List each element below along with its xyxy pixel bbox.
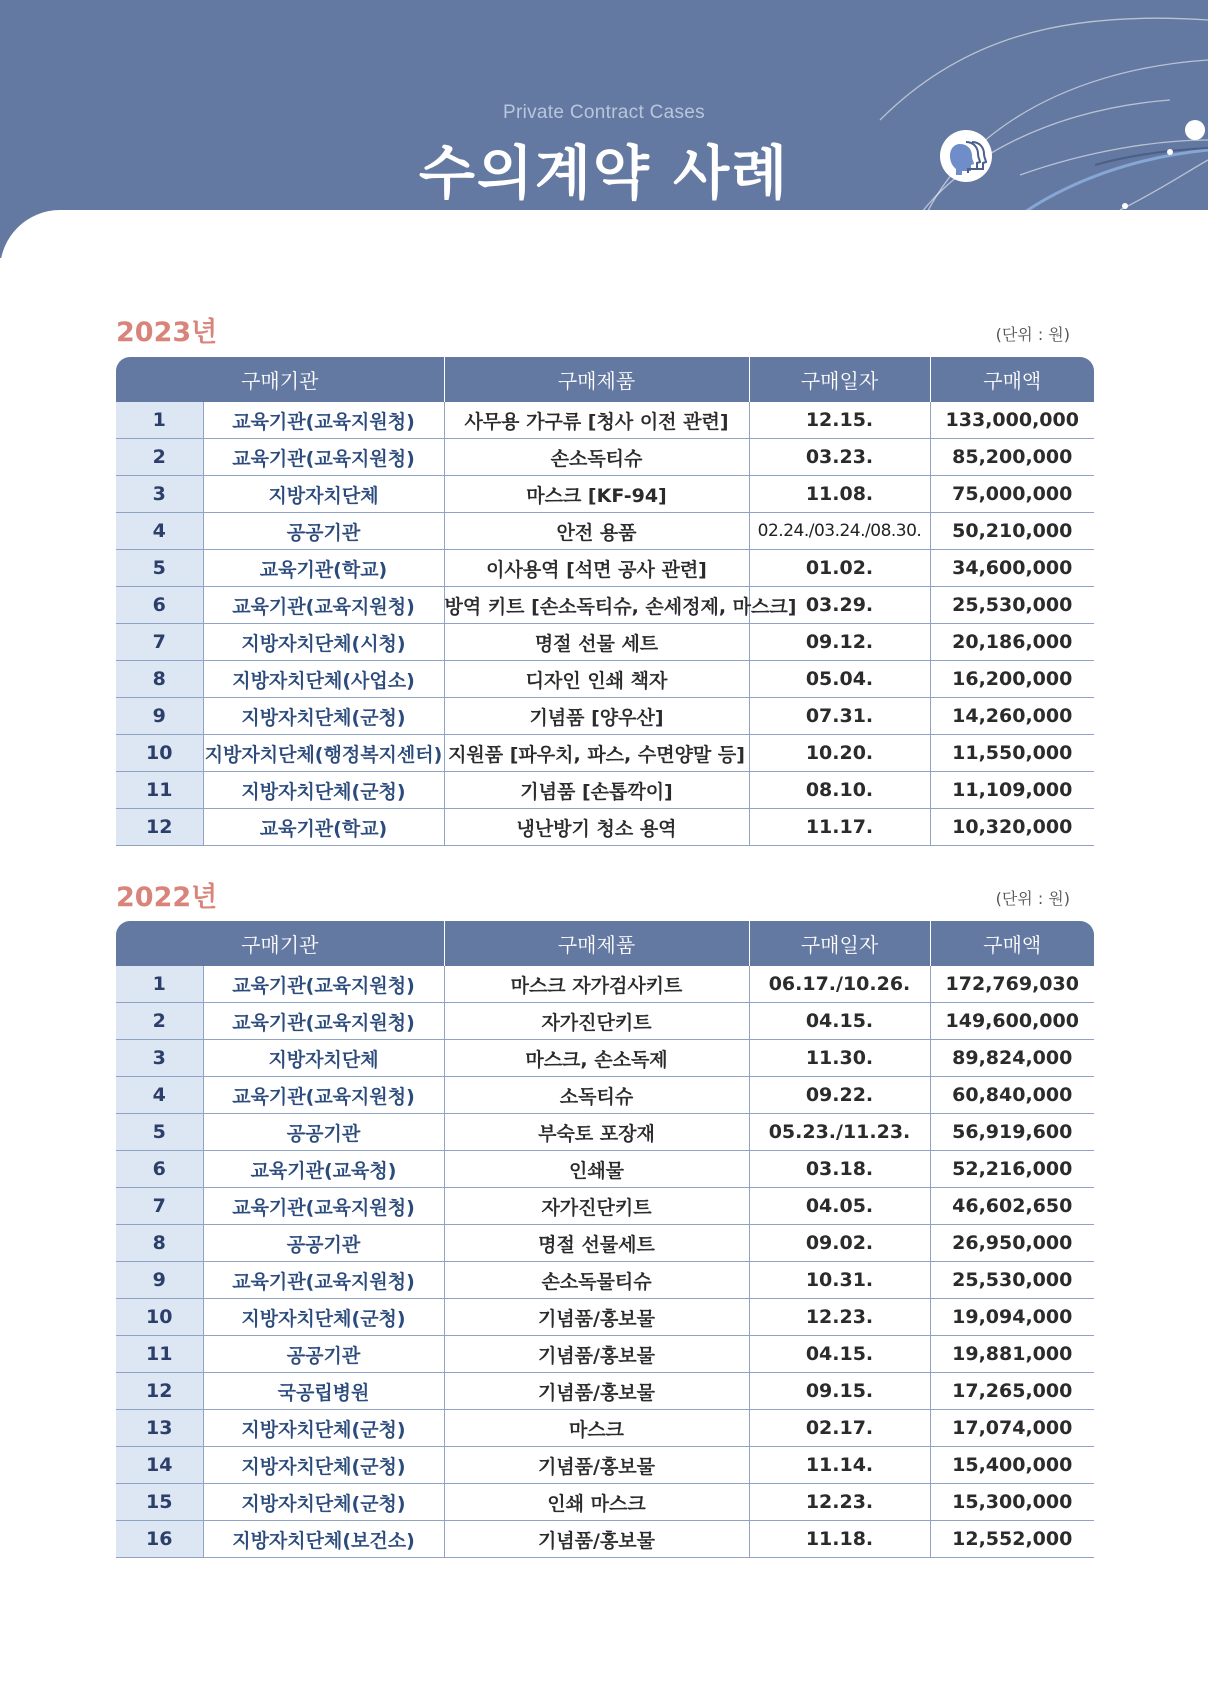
purchased-product-cell: 마스크 자가검사키트: [444, 966, 749, 1003]
row-number-cell: 11: [116, 772, 203, 809]
purchase-amount-cell: 15,400,000: [930, 1447, 1094, 1484]
table-row: [116, 439, 1094, 476]
purchase-date-cell: 07.31.: [749, 698, 930, 735]
column-header-date: 구매일자: [749, 921, 930, 966]
purchased-product-cell: 지원품 [파우치, 파스, 수면양말 등]: [444, 735, 749, 772]
purchase-amount-cell: 133,000,000: [930, 402, 1094, 439]
table-row: [116, 587, 1094, 624]
table-row: [116, 1114, 1094, 1151]
purchase-date-cell: 08.10.: [749, 772, 930, 809]
purchase-date-cell: 12.23.: [749, 1484, 930, 1521]
row-number-cell: 13: [116, 1410, 203, 1447]
purchasing-agency-cell: 교육기관(교육지원청): [203, 587, 444, 624]
purchase-date-cell: 12.23.: [749, 1299, 930, 1336]
purchase-amount-cell: 16,200,000: [930, 661, 1094, 698]
purchase-date-cell: 09.15.: [749, 1373, 930, 1410]
purchased-product-cell: 기념품 [손톱깍이]: [444, 772, 749, 809]
purchase-date-cell: 11.17.: [749, 809, 930, 846]
row-number-cell: 10: [116, 735, 203, 772]
table-header-row: [116, 921, 1094, 966]
purchased-product-cell: 명절 선물세트: [444, 1225, 749, 1262]
row-number-cell: 5: [116, 550, 203, 587]
table-row: [116, 1447, 1094, 1484]
purchase-date-cell: 11.08.: [749, 476, 930, 513]
purchasing-agency-cell: 공공기관: [203, 1336, 444, 1373]
purchase-date-cell: 12.15.: [749, 402, 930, 439]
purchase-date-cell: 11.30.: [749, 1040, 930, 1077]
row-number-cell: 1: [116, 966, 203, 1003]
purchase-date-cell: 01.02.: [749, 550, 930, 587]
table-row: [116, 402, 1094, 439]
table-row: [116, 1521, 1094, 1558]
purchase-date-cell: 11.14.: [749, 1447, 930, 1484]
column-header-org: 구매기관: [116, 921, 444, 966]
contracts-table-2022: [116, 921, 1094, 1558]
table-row: [116, 624, 1094, 661]
purchasing-agency-cell: 지방자치단체: [203, 476, 444, 513]
row-number-cell: 9: [116, 1262, 203, 1299]
purchased-product-cell: 자가진단키트: [444, 1003, 749, 1040]
purchasing-agency-cell: 교육기관(교육지원청): [203, 1003, 444, 1040]
row-number-cell: 8: [116, 661, 203, 698]
purchase-date-cell: 04.15.: [749, 1336, 930, 1373]
purchased-product-cell: 기념품/홍보물: [444, 1299, 749, 1336]
table-row: [116, 1336, 1094, 1373]
table-row: [116, 1077, 1094, 1114]
purchased-product-cell: 냉난방기 청소 용역: [444, 809, 749, 846]
column-header-org: 구매기관: [116, 357, 444, 402]
purchased-product-cell: 자가진단키트: [444, 1188, 749, 1225]
row-number-cell: 5: [116, 1114, 203, 1151]
table-row: [116, 1151, 1094, 1188]
purchased-product-cell: 손소독티슈: [444, 439, 749, 476]
purchase-date-cell: 06.17./10.26.: [749, 966, 930, 1003]
row-number-cell: 1: [116, 402, 203, 439]
purchasing-agency-cell: 공공기관: [203, 1225, 444, 1262]
table-row: [116, 661, 1094, 698]
row-number-cell: 6: [116, 1151, 203, 1188]
purchasing-agency-cell: 지방자치단체(시청): [203, 624, 444, 661]
purchase-date-cell: 11.18.: [749, 1521, 930, 1558]
purchasing-agency-cell: 교육기관(학교): [203, 809, 444, 846]
unit-label-2023: (단위 : 원): [995, 325, 1070, 344]
purchase-amount-cell: 46,602,650: [930, 1188, 1094, 1225]
row-number-cell: 7: [116, 1188, 203, 1225]
row-number-cell: 9: [116, 698, 203, 735]
purchased-product-cell: 기념품/홍보물: [444, 1373, 749, 1410]
purchase-amount-cell: 14,260,000: [930, 698, 1094, 735]
purchase-date-cell: 09.22.: [749, 1077, 930, 1114]
purchase-date-cell: 03.23.: [749, 439, 930, 476]
purchasing-agency-cell: 교육기관(교육지원청): [203, 402, 444, 439]
purchase-date-cell: 04.05.: [749, 1188, 930, 1225]
purchased-product-cell: 기념품 [양우산]: [444, 698, 749, 735]
purchasing-agency-cell: 교육기관(교육청): [203, 1151, 444, 1188]
row-number-cell: 7: [116, 624, 203, 661]
table-row: [116, 1188, 1094, 1225]
purchase-amount-cell: 89,824,000: [930, 1040, 1094, 1077]
row-number-cell: 2: [116, 439, 203, 476]
purchasing-agency-cell: 교육기관(교육지원청): [203, 1262, 444, 1299]
purchasing-agency-cell: 지방자치단체(군청): [203, 1484, 444, 1521]
purchasing-agency-cell: 지방자치단체(군청): [203, 698, 444, 735]
table-header-row: [116, 357, 1094, 402]
purchased-product-cell: 기념품/홍보물: [444, 1521, 749, 1558]
purchasing-agency-cell: 지방자치단체(행정복지센터): [203, 735, 444, 772]
purchase-amount-cell: 19,881,000: [930, 1336, 1094, 1373]
purchasing-agency-cell: 지방자치단체(군청): [203, 772, 444, 809]
table-row: [116, 1484, 1094, 1521]
purchased-product-cell: 이사용역 [석면 공사 관련]: [444, 550, 749, 587]
purchased-product-cell: 인쇄 마스크: [444, 1484, 749, 1521]
purchase-amount-cell: 85,200,000: [930, 439, 1094, 476]
purchasing-agency-cell: 교육기관(교육지원청): [203, 966, 444, 1003]
purchased-product-cell: 방역 키트 [손소독티슈, 손세정제, 마스크]: [444, 587, 749, 624]
table-row: [116, 698, 1094, 735]
contracts-table-2023: [116, 357, 1094, 846]
purchase-date-cell: 05.04.: [749, 661, 930, 698]
purchase-date-cell: 03.18.: [749, 1151, 930, 1188]
table-row: [116, 1262, 1094, 1299]
table-row: [116, 1299, 1094, 1336]
purchase-date-cell: 05.23./11.23.: [749, 1114, 930, 1151]
row-number-cell: 6: [116, 587, 203, 624]
purchase-amount-cell: 20,186,000: [930, 624, 1094, 661]
purchased-product-cell: 기념품/홍보물: [444, 1336, 749, 1373]
table-row: [116, 1373, 1094, 1410]
purchasing-agency-cell: 지방자치단체: [203, 1040, 444, 1077]
purchase-amount-cell: 26,950,000: [930, 1225, 1094, 1262]
purchase-amount-cell: 172,769,030: [930, 966, 1094, 1003]
content-sheet-top: [0, 210, 1208, 270]
row-number-cell: 15: [116, 1484, 203, 1521]
section-year-2023: 2023년: [116, 317, 218, 348]
table-row: [116, 735, 1094, 772]
column-header-amount: 구매액: [930, 921, 1094, 966]
column-header-product: 구매제품: [444, 921, 749, 966]
table-row: [116, 966, 1094, 1003]
purchasing-agency-cell: 공공기관: [203, 1114, 444, 1151]
purchase-amount-cell: 15,300,000: [930, 1484, 1094, 1521]
purchase-amount-cell: 56,919,600: [930, 1114, 1094, 1151]
purchased-product-cell: 마스크: [444, 1410, 749, 1447]
purchase-date-cell: 09.12.: [749, 624, 930, 661]
purchase-amount-cell: 60,840,000: [930, 1077, 1094, 1114]
row-number-cell: 11: [116, 1336, 203, 1373]
table-row: [116, 1225, 1094, 1262]
column-header-date: 구매일자: [749, 357, 930, 402]
purchasing-agency-cell: 지방자치단체(사업소): [203, 661, 444, 698]
purchase-amount-cell: 19,094,000: [930, 1299, 1094, 1336]
row-number-cell: 14: [116, 1447, 203, 1484]
table-row: [116, 809, 1094, 846]
row-number-cell: 4: [116, 1077, 203, 1114]
table-row: [116, 476, 1094, 513]
purchase-amount-cell: 17,074,000: [930, 1410, 1094, 1447]
section-year-2022: 2022년: [116, 882, 218, 913]
purchasing-agency-cell: 교육기관(학교): [203, 550, 444, 587]
purchasing-agency-cell: 지방자치단체(군청): [203, 1299, 444, 1336]
purchase-amount-cell: 17,265,000: [930, 1373, 1094, 1410]
purchase-amount-cell: 149,600,000: [930, 1003, 1094, 1040]
purchased-product-cell: 소독티슈: [444, 1077, 749, 1114]
purchased-product-cell: 마스크 [KF-94]: [444, 476, 749, 513]
purchased-product-cell: 안전 용품: [444, 513, 749, 550]
table-row: [116, 772, 1094, 809]
purchase-amount-cell: 10,320,000: [930, 809, 1094, 846]
table-row: [116, 1003, 1094, 1040]
purchased-product-cell: 기념품/홍보물: [444, 1447, 749, 1484]
purchase-amount-cell: 12,552,000: [930, 1521, 1094, 1558]
page-title: 수의계약 사례: [418, 139, 790, 207]
purchasing-agency-cell: 교육기관(교육지원청): [203, 1188, 444, 1225]
purchasing-agency-cell: 교육기관(교육지원청): [203, 439, 444, 476]
purchase-amount-cell: 25,530,000: [930, 587, 1094, 624]
row-number-cell: 8: [116, 1225, 203, 1262]
column-header-amount: 구매액: [930, 357, 1094, 402]
purchase-date-cell: 02.24./03.24./08.30.: [749, 513, 930, 550]
table-row: [116, 1410, 1094, 1447]
row-number-cell: 2: [116, 1003, 203, 1040]
purchased-product-cell: 명절 선물 세트: [444, 624, 749, 661]
purchasing-agency-cell: 교육기관(교육지원청): [203, 1077, 444, 1114]
purchasing-agency-cell: 국공립병원: [203, 1373, 444, 1410]
purchased-product-cell: 인쇄물: [444, 1151, 749, 1188]
row-number-cell: 3: [116, 476, 203, 513]
unit-label-2022: (단위 : 원): [995, 889, 1070, 908]
purchase-date-cell: 04.15.: [749, 1003, 930, 1040]
purchase-date-cell: 09.02.: [749, 1225, 930, 1262]
purchase-amount-cell: 25,530,000: [930, 1262, 1094, 1299]
purchasing-agency-cell: 지방자치단체(군청): [203, 1410, 444, 1447]
table-row: [116, 550, 1094, 587]
purchased-product-cell: 부숙토 포장재: [444, 1114, 749, 1151]
row-number-cell: 10: [116, 1299, 203, 1336]
table-row: [116, 513, 1094, 550]
purchase-date-cell: 02.17.: [749, 1410, 930, 1447]
row-number-cell: 4: [116, 513, 203, 550]
purchase-amount-cell: 75,000,000: [930, 476, 1094, 513]
purchasing-agency-cell: 지방자치단체(군청): [203, 1447, 444, 1484]
purchase-amount-cell: 11,109,000: [930, 772, 1094, 809]
purchase-amount-cell: 34,600,000: [930, 550, 1094, 587]
purchasing-agency-cell: 공공기관: [203, 513, 444, 550]
purchase-date-cell: 03.29.: [749, 587, 930, 624]
purchase-amount-cell: 11,550,000: [930, 735, 1094, 772]
row-number-cell: 12: [116, 1373, 203, 1410]
row-number-cell: 12: [116, 809, 203, 846]
page-subtitle: Private Contract Cases: [503, 102, 705, 123]
purchase-date-cell: 10.20.: [749, 735, 930, 772]
table-row: [116, 1040, 1094, 1077]
purchase-amount-cell: 52,216,000: [930, 1151, 1094, 1188]
row-number-cell: 3: [116, 1040, 203, 1077]
purchased-product-cell: 손소독물티슈: [444, 1262, 749, 1299]
purchase-date-cell: 10.31.: [749, 1262, 930, 1299]
purchased-product-cell: 사무용 가구류 [청사 이전 관련]: [444, 402, 749, 439]
purchasing-agency-cell: 지방자치단체(보건소): [203, 1521, 444, 1558]
purchased-product-cell: 마스크, 손소독제: [444, 1040, 749, 1077]
purchased-product-cell: 디자인 인쇄 책자: [444, 661, 749, 698]
column-header-product: 구매제품: [444, 357, 749, 402]
row-number-cell: 16: [116, 1521, 203, 1558]
purchase-amount-cell: 50,210,000: [930, 513, 1094, 550]
